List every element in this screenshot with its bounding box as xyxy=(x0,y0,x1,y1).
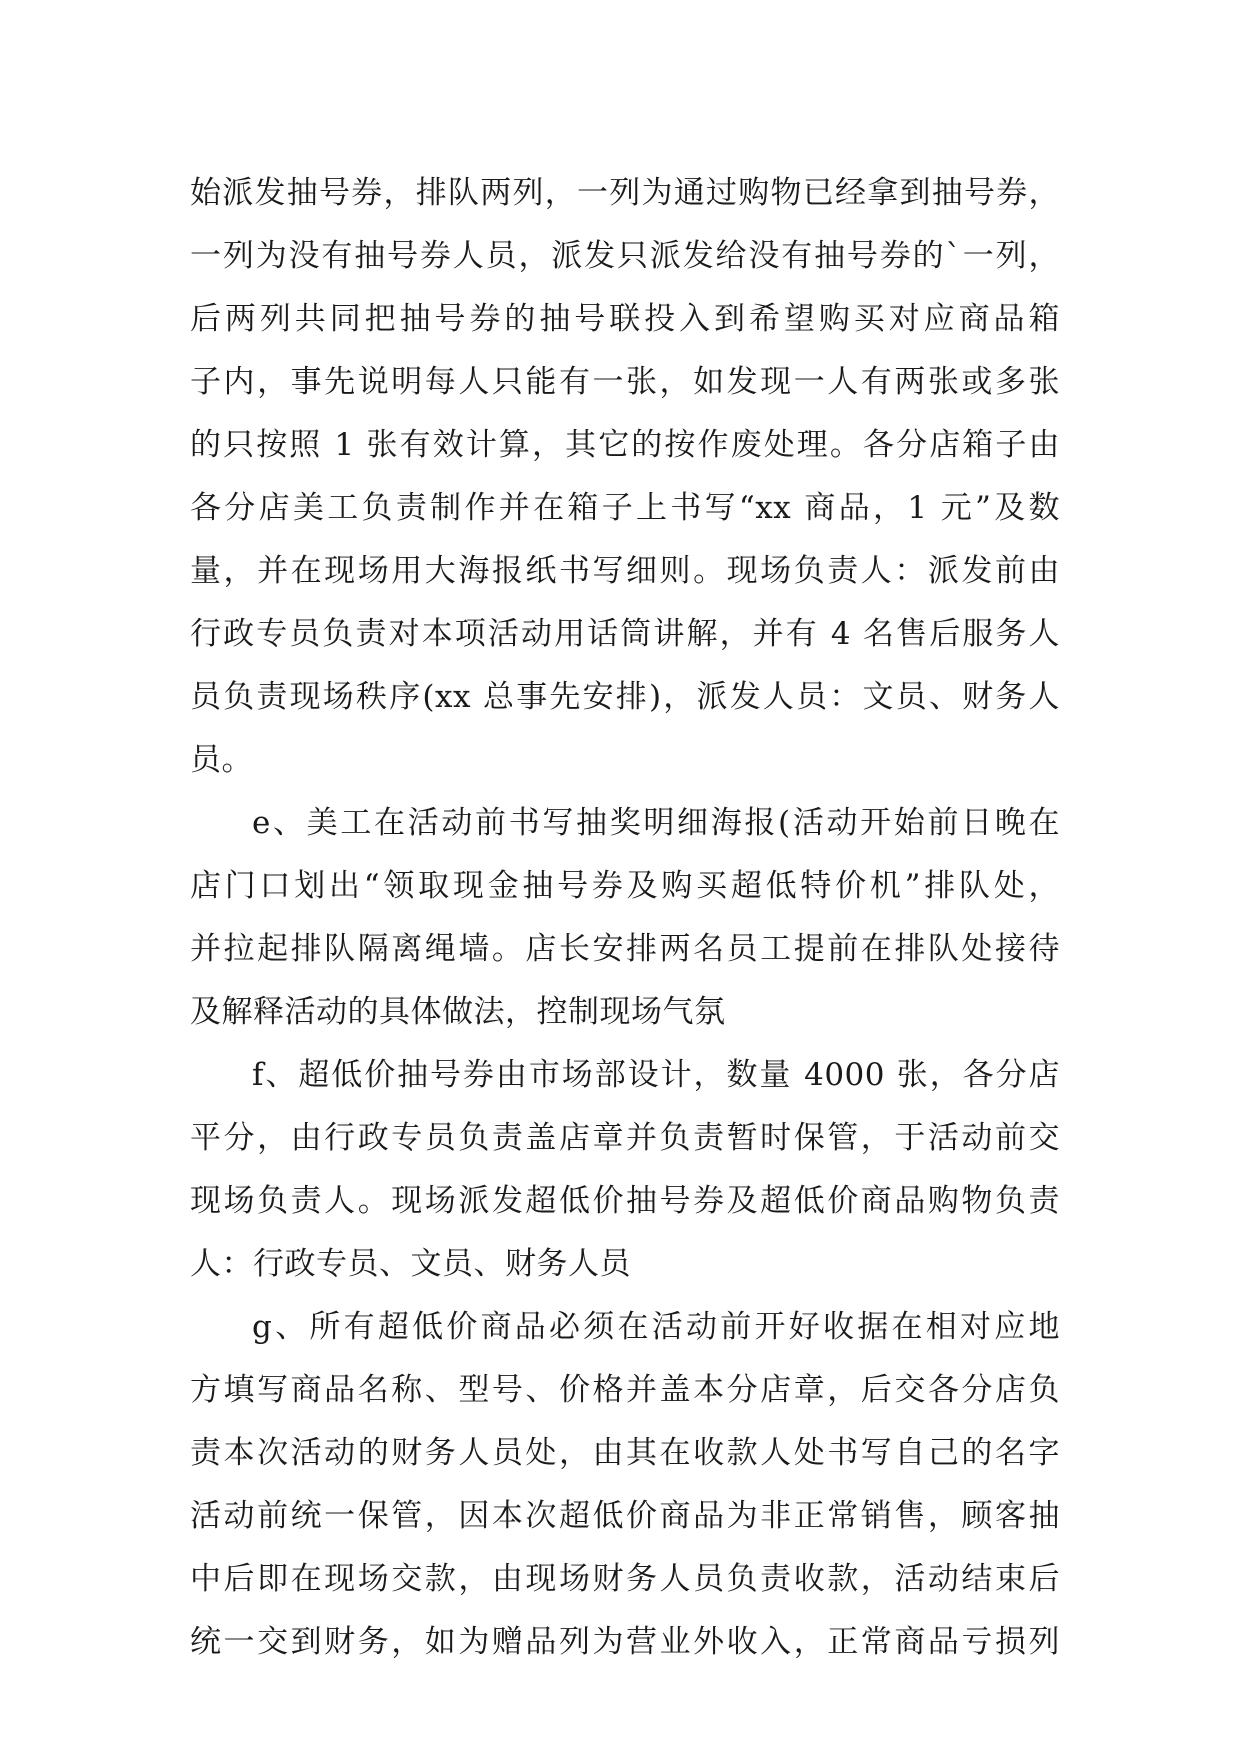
text-line: 员负责现场秩序(xx 总事先安排)，派发人员：文员、财务人 xyxy=(190,679,1060,715)
text-line: 责本次活动的财务人员处，由其在收款人处书写自己的名字 xyxy=(190,1435,1060,1471)
text-line: 的只按照 1 张有效计算，其它的按作废处理。各分店箱子由 xyxy=(190,427,1060,463)
text-line: 始派发抽号券，排队两列，一列为通过购物已经拿到抽号券， xyxy=(190,175,1060,211)
text-line: 及解释活动的具体做法，控制现场气氛 xyxy=(190,994,726,1030)
text-line: 中后即在现场交款，由现场财务人员负责收款，活动结束后 xyxy=(190,1561,1060,1597)
text-line: e、美工在活动前书写抽奖明细海报(活动开始前日晚在 xyxy=(252,805,1060,841)
text-line: 方填写商品名称、型号、价格并盖本分店章，后交各分店负 xyxy=(190,1372,1060,1408)
text-line: 并拉起排队隔离绳墙。店长安排两名员工提前在排队处接待 xyxy=(190,931,1060,967)
text-line: 各分店美工负责制作并在箱子上书写“xx 商品，1 元”及数 xyxy=(190,490,1060,526)
text-line: f、超低价抽号券由市场部设计，数量 4000 张，各分店 xyxy=(252,1057,1060,1093)
text-line: 量，并在现场用大海报纸书写细则。现场负责人：派发前由 xyxy=(190,553,1060,589)
document-body xyxy=(190,162,1060,1674)
text-line: 店门口划出“领取现金抽号券及购买超低特价机”排队处， xyxy=(190,868,1060,904)
text-line: 人：行政专员、文员、财务人员 xyxy=(190,1246,631,1282)
paragraph-f xyxy=(190,1044,1060,1296)
paragraph-continued xyxy=(190,162,1060,792)
text-line: 统一交到财务，如为赠品列为营业外收入，正常商品亏损列 xyxy=(190,1624,1060,1660)
text-line: 活动前统一保管，因本次超低价商品为非正常销售，顾客抽 xyxy=(190,1498,1060,1534)
text-line: 一列为没有抽号券人员，派发只派发给没有抽号券的`一列， xyxy=(190,238,1060,274)
text-line: 平分，由行政专员负责盖店章并负责暂时保管，于活动前交 xyxy=(190,1120,1060,1156)
text-line: 现场负责人。现场派发超低价抽号券及超低价商品购物负责 xyxy=(190,1183,1060,1219)
text-line: 行政专员负责对本项活动用话筒讲解，并有 4 名售后服务人 xyxy=(190,616,1060,652)
text-line: 后两列共同把抽号券的抽号联投入到希望购买对应商品箱 xyxy=(190,301,1060,337)
text-line: 子内，事先说明每人只能有一张，如发现一人有两张或多张 xyxy=(190,364,1060,400)
text-line: g、所有超低价商品必须在活动前开好收据在相对应地 xyxy=(252,1309,1060,1345)
paragraph-e xyxy=(190,792,1060,1044)
paragraph-g xyxy=(190,1296,1060,1674)
text-line: 员。 xyxy=(190,742,253,778)
